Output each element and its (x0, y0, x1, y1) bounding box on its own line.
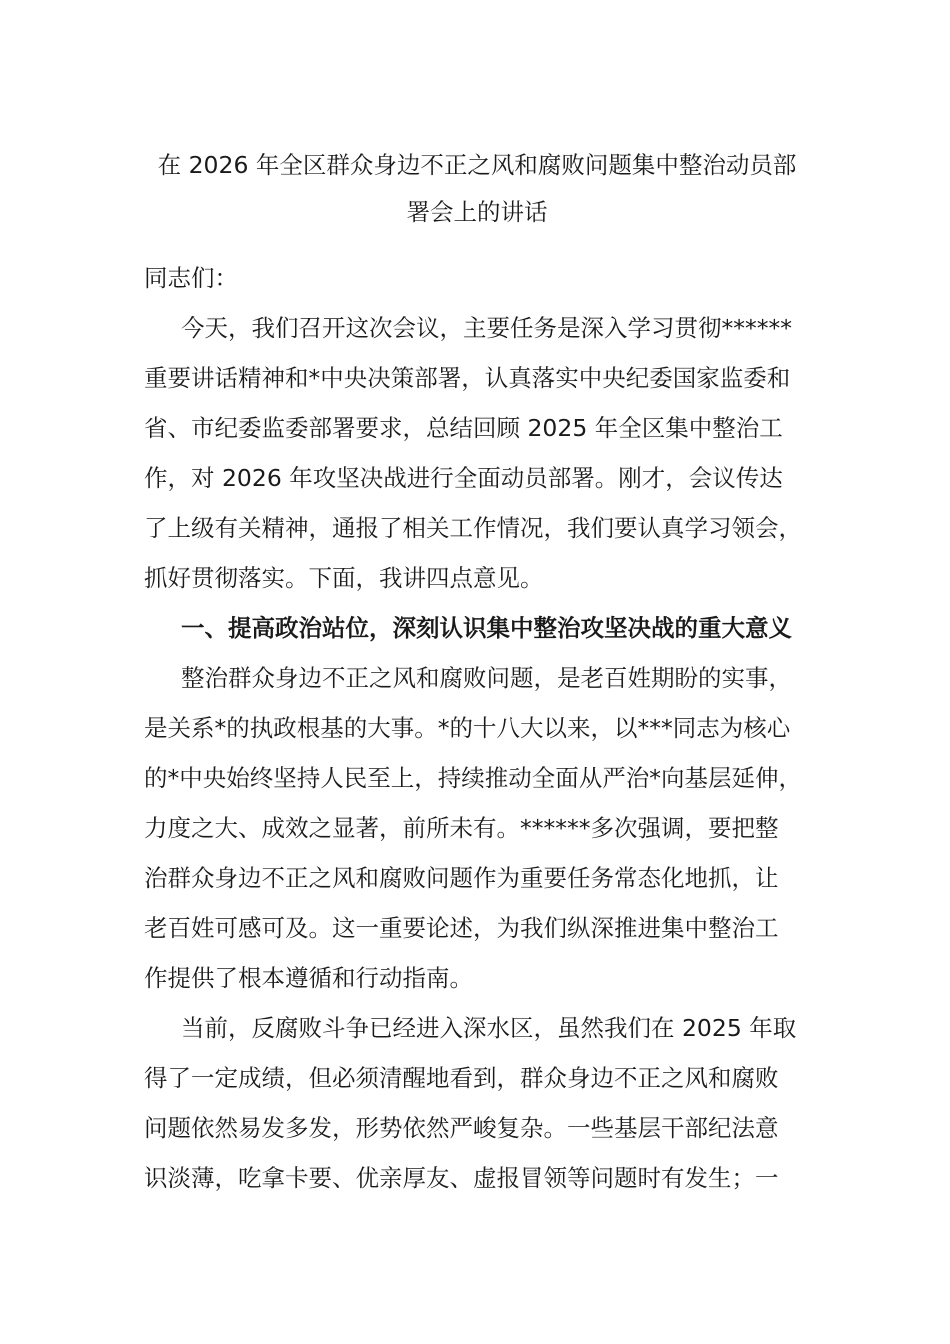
paragraph-line: 重要讲话精神和*中央决策部署，认真落实中央纪委国家监委和 (144, 364, 791, 392)
title-line-1: 在 2026 年全区群众身边不正之风和腐败问题集中整治动员部 (157, 151, 797, 179)
paragraph-current-situation (144, 1003, 810, 1203)
paragraph-line: 治群众身边不正之风和腐败问题作为重要任务常态化地抓，让 (144, 864, 779, 892)
paragraph-line: 抓好贯彻落实。下面，我讲四点意见。 (144, 564, 544, 592)
paragraph-line: 了上级有关精神，通报了相关工作情况，我们要认真学习领会， (144, 514, 802, 542)
paragraph-line: 问题依然易发多发，形势依然严峻复杂。一些基层干部纪法意 (144, 1114, 779, 1142)
paragraph-significance (144, 653, 810, 1003)
paragraph-line: 整治群众身边不正之风和腐败问题，是老百姓期盼的实事， (181, 664, 792, 692)
document-title (144, 142, 810, 236)
paragraph-intro (144, 303, 810, 603)
paragraph-line: 得了一定成绩，但必须清醒地看到，群众身边不正之风和腐败 (144, 1064, 779, 1092)
paragraph-line: 省、市纪委监委部署要求，总结回顾 2025 年全区集中整治工 (144, 414, 783, 442)
paragraph-line: 今天，我们召开这次会议，主要任务是深入学习贯彻****** (181, 314, 792, 342)
document-body (144, 142, 810, 1203)
paragraph-line: 是关系*的执政根基的大事。*的十八大以来，以***同志为核心 (144, 714, 791, 742)
section-heading-1: 一、提高政治站位，深刻认识集中整治攻坚决战的重大意义 (181, 614, 792, 642)
paragraph-line: 老百姓可感可及。这一重要论述，为我们纵深推进集中整治工 (144, 914, 779, 942)
title-line-2: 署会上的讲话 (406, 198, 548, 226)
paragraph-line: 识淡薄，吃拿卡要、优亲厚友、虚报冒领等问题时有发生；一 (144, 1164, 779, 1192)
paragraph-line: 作，对 2026 年攻坚决战进行全面动员部署。刚才，会议传达 (144, 464, 783, 492)
paragraph-line: 当前，反腐败斗争已经进入深水区，虽然我们在 2025 年取 (181, 1014, 797, 1042)
paragraph-line: 的*中央始终坚持人民至上，持续推动全面从严治*向基层延伸， (144, 764, 802, 792)
paragraph-line: 力度之大、成效之显著，前所未有。******多次强调，要把整 (144, 814, 779, 842)
salutation: 同志们： (144, 264, 238, 292)
paragraph-line: 作提供了根本遵循和行动指南。 (144, 964, 473, 992)
